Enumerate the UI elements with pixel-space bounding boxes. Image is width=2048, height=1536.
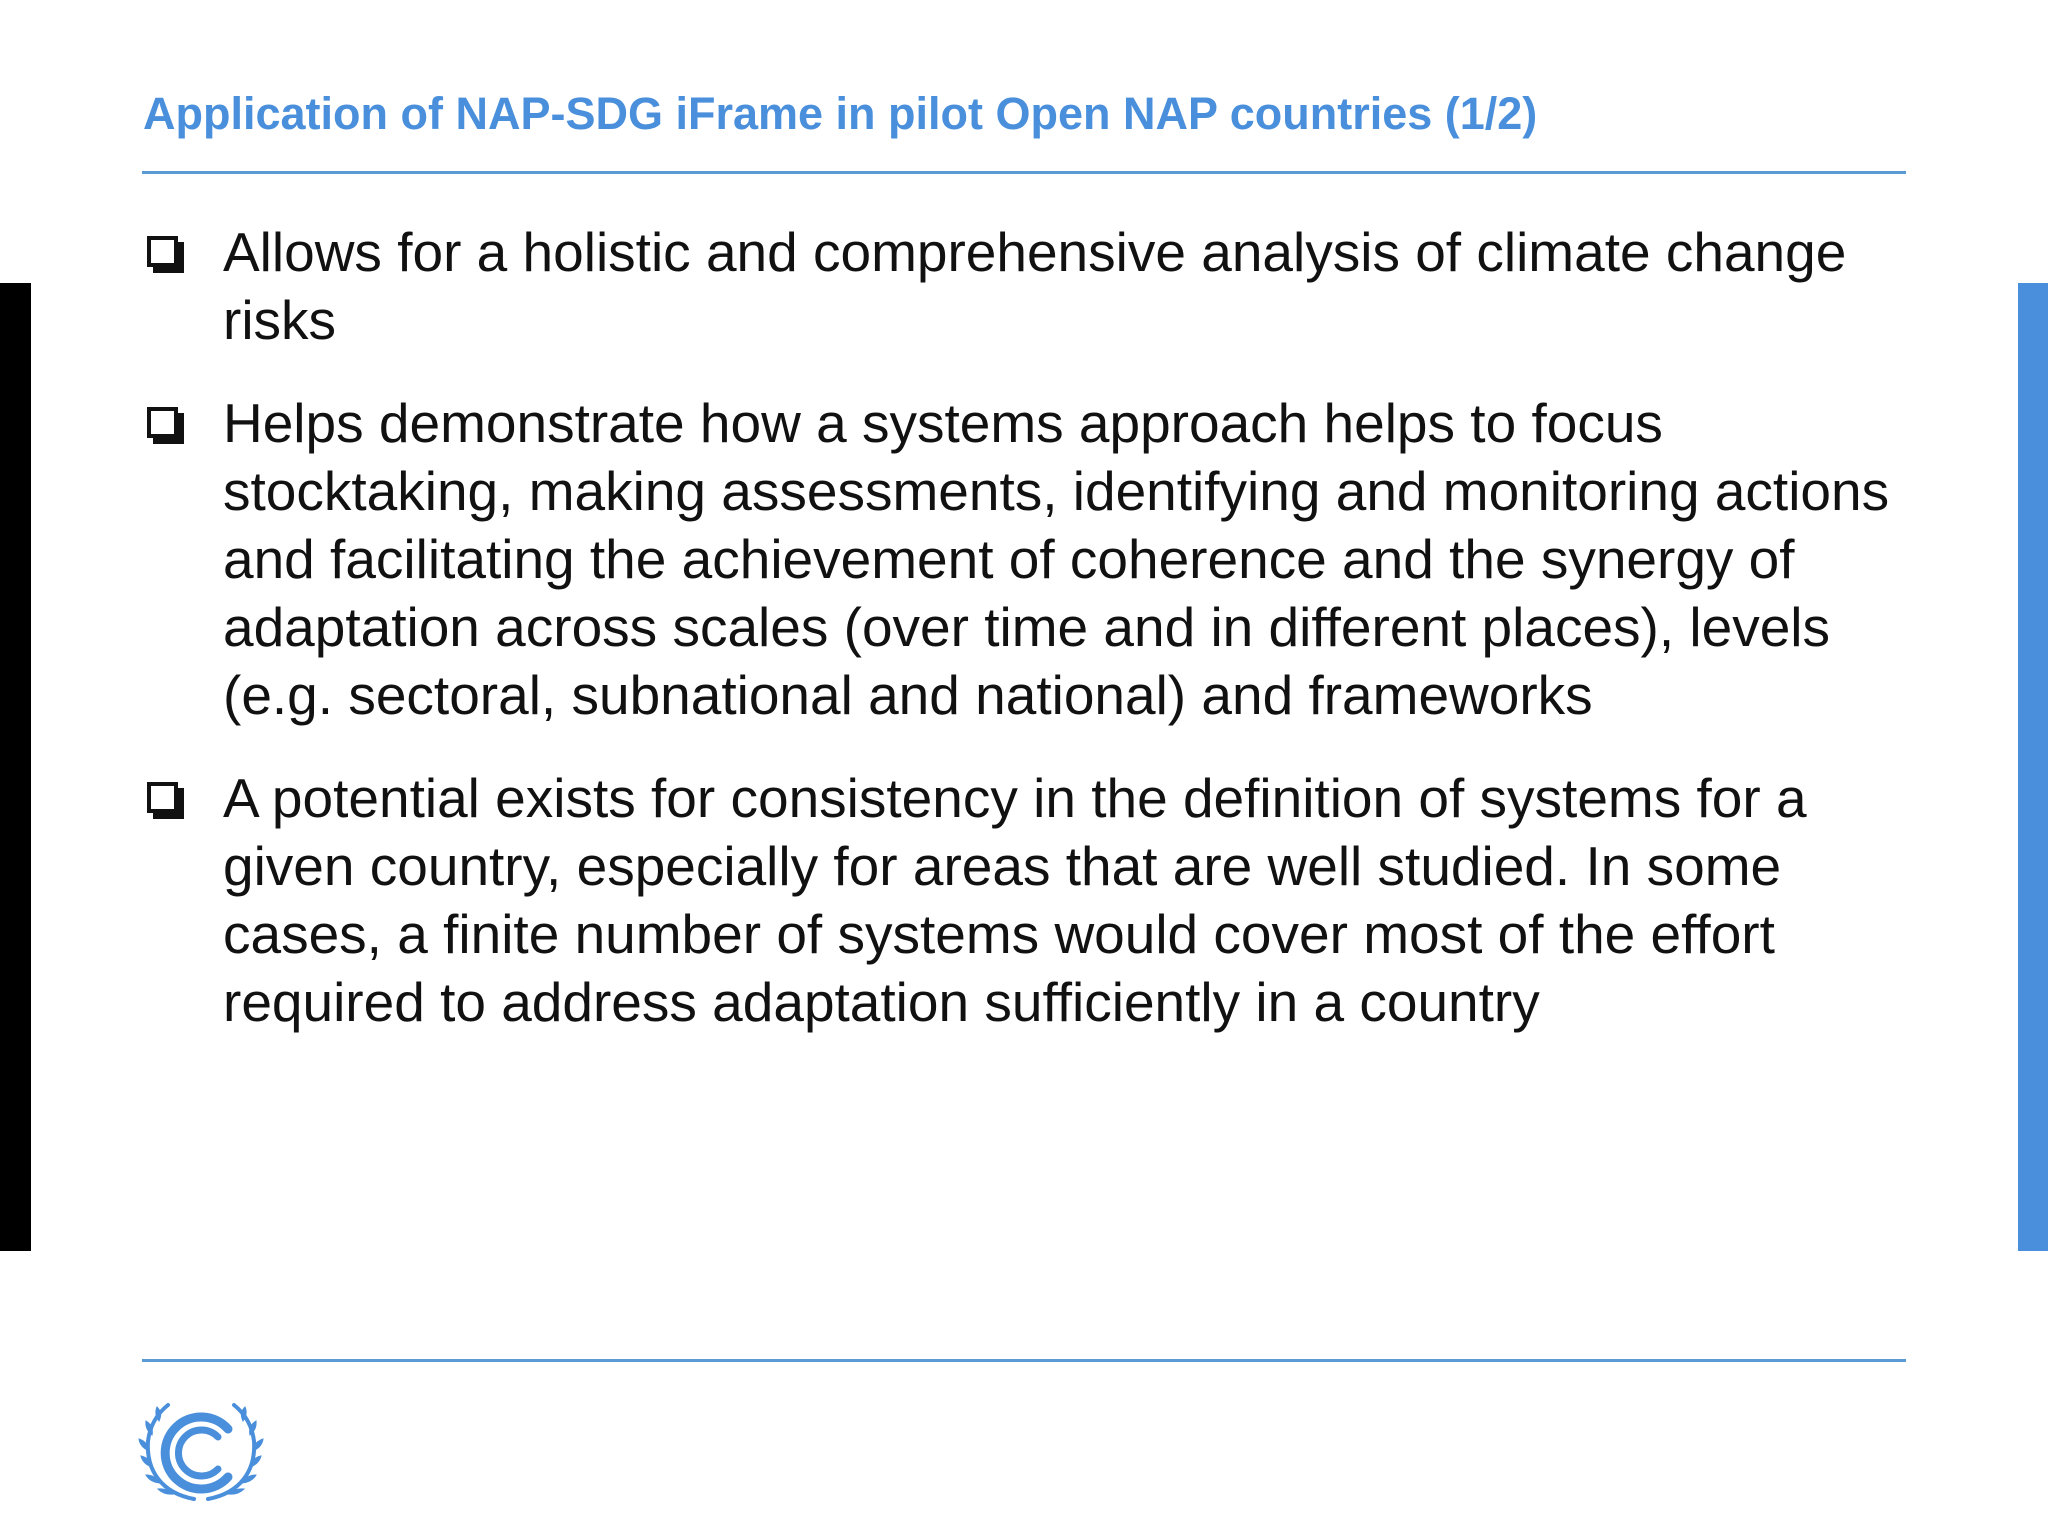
bullet-item	[140, 218, 1910, 354]
checkbox-icon	[147, 236, 178, 267]
bullet-item	[140, 764, 1910, 1036]
right-edge-bar	[2018, 283, 2048, 1251]
bullet-text: A potential exists for consistency in the definition of systems for a given country, especially for areas that are well studied. In some cases, a finite number of systems would cover most of the effort required to address adaptation sufficiently in a country	[223, 767, 1807, 1033]
title-divider	[142, 171, 1906, 174]
bullet-text: Allows for a holistic and comprehensive analysis of climate change risks	[223, 221, 1847, 351]
footer-divider	[142, 1359, 1906, 1362]
bullet-text: Helps demonstrate how a systems approach helps to focus stocktaking, making assessments, identifying and monitoring actions and facilitating the achievement of coherence and the synergy of adaptation across scales (over time and in different places), levels (e.g. sectoral, subnational and national) and frameworks	[223, 392, 1890, 726]
unfccc-logo-icon	[136, 1397, 266, 1507]
slide-title: Application of NAP-SDG iFrame in pilot Open NAP countries (1/2)	[143, 88, 1538, 139]
left-edge-bar	[0, 283, 31, 1251]
bullet-item	[140, 389, 1910, 729]
checkbox-icon	[147, 407, 178, 438]
bullet-list	[140, 218, 1910, 1071]
checkbox-icon	[147, 782, 178, 813]
